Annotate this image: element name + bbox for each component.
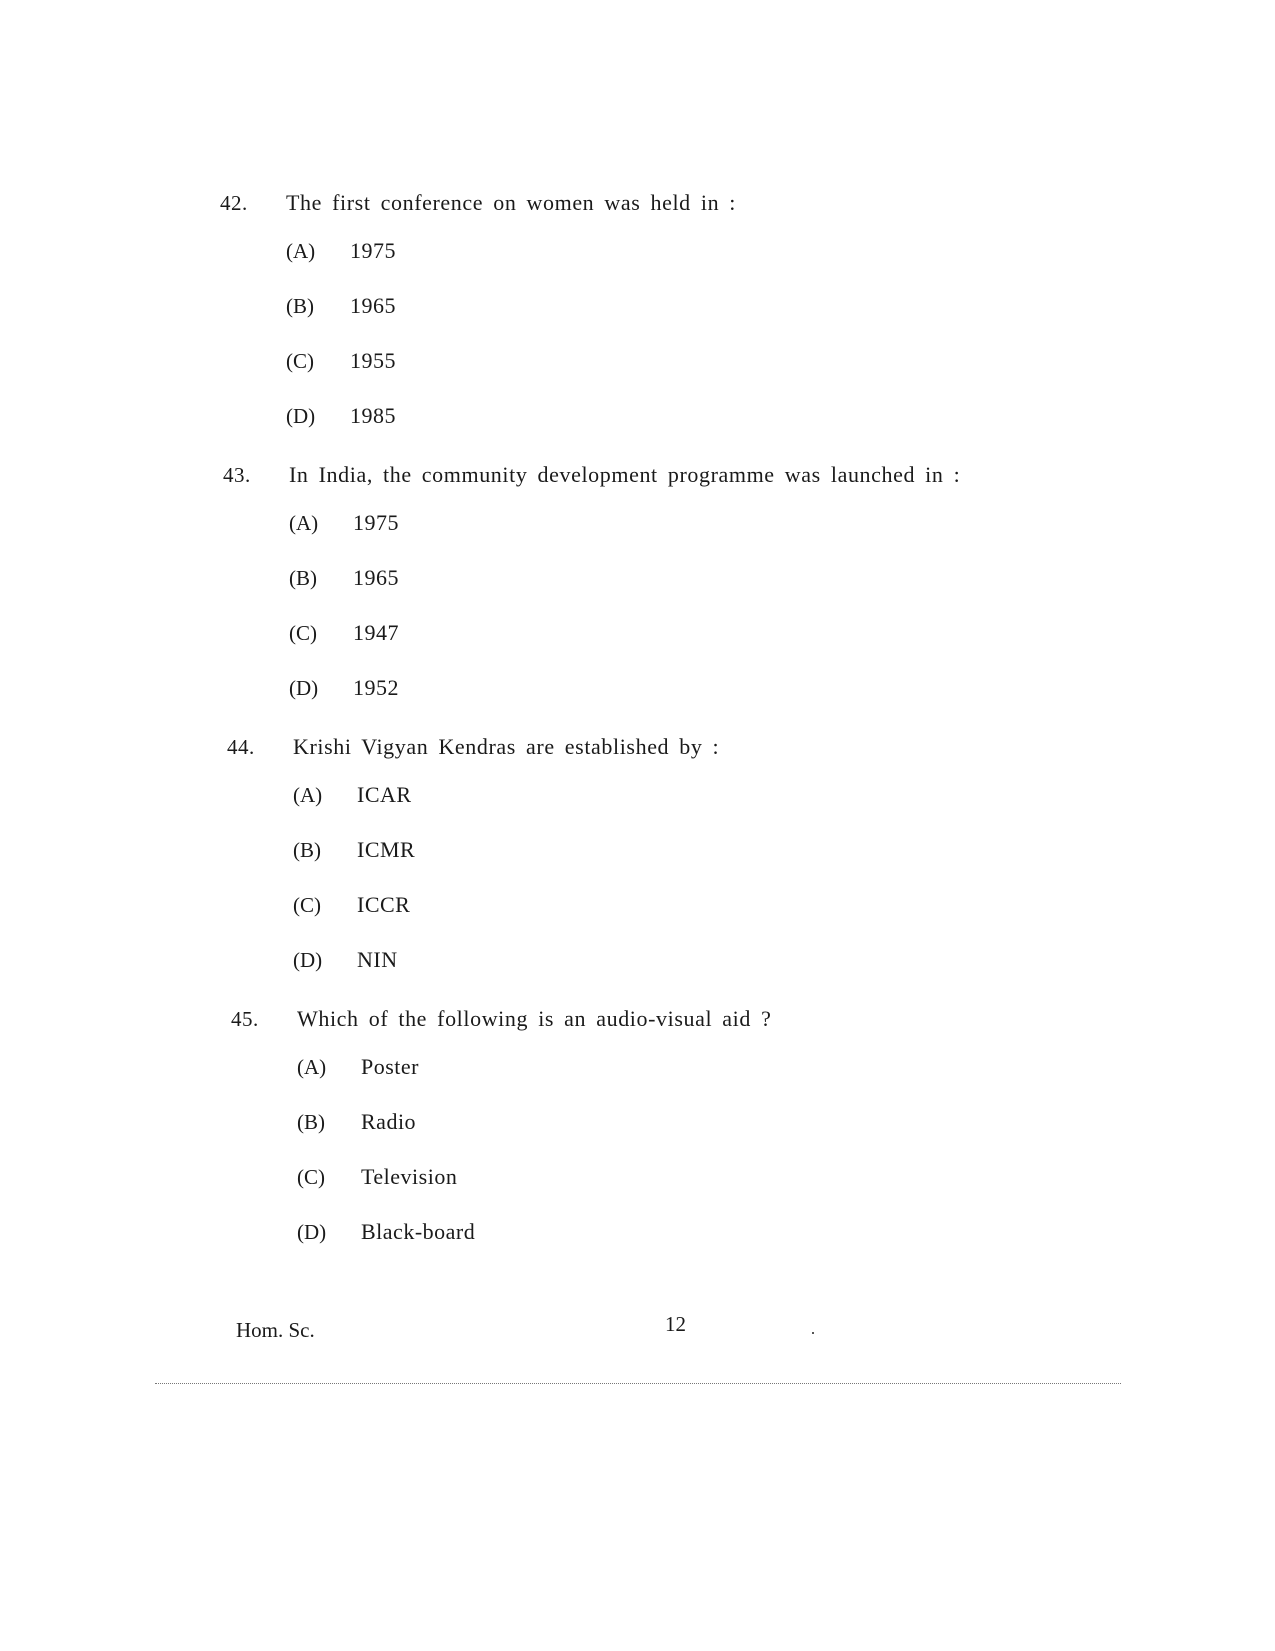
question-text: Which of the following is an audio-visual aid ? [297, 1006, 772, 1031]
option-d [293, 947, 1127, 1002]
option-a [289, 510, 1123, 565]
option-text: Black-board [361, 1219, 476, 1244]
option-letter: (D) [286, 404, 316, 428]
option-text: 1955 [350, 348, 396, 373]
option-text: 1947 [353, 620, 399, 645]
question-text: The first conference on women was held in : [286, 190, 736, 215]
option-a [297, 1054, 1131, 1109]
option-list [297, 1054, 1131, 1274]
option-letter: (D) [289, 676, 319, 700]
option-b [289, 565, 1123, 620]
page-divider [155, 1383, 1121, 1384]
question-stem [220, 190, 1120, 230]
option-letter: (B) [297, 1110, 325, 1134]
question-44 [227, 734, 1127, 1002]
option-text: Poster [361, 1054, 419, 1079]
option-letter: (A) [289, 511, 319, 535]
page-number: 12 [665, 1312, 686, 1336]
option-text: Radio [361, 1109, 417, 1134]
option-text: 1952 [353, 675, 399, 700]
option-a [293, 782, 1127, 837]
option-text: 1975 [353, 510, 399, 535]
option-list [289, 510, 1123, 730]
footer-subject: Hom. Sc. [236, 1318, 315, 1342]
option-list [293, 782, 1127, 1002]
option-c [293, 892, 1127, 947]
option-letter: (C) [297, 1165, 325, 1189]
option-text: NIN [357, 947, 398, 972]
option-letter: (D) [297, 1220, 327, 1244]
option-letter: (B) [293, 838, 321, 862]
option-d [297, 1219, 1131, 1274]
question-stem [227, 734, 1127, 774]
option-b [293, 837, 1127, 892]
option-letter: (C) [293, 893, 321, 917]
option-c [297, 1164, 1131, 1219]
option-text: ICCR [357, 892, 411, 917]
option-text: 1985 [350, 403, 396, 428]
option-list [286, 238, 1120, 458]
question-stem [231, 1006, 1131, 1046]
option-d [289, 675, 1123, 730]
option-text: ICMR [357, 837, 416, 862]
option-b [286, 293, 1120, 348]
option-text: 1965 [353, 565, 399, 590]
option-a [286, 238, 1120, 293]
option-letter: (D) [293, 948, 323, 972]
option-d [286, 403, 1120, 458]
option-b [297, 1109, 1131, 1164]
question-stem [223, 462, 1123, 502]
question-text: In India, the community development programme was launched in : [289, 462, 961, 487]
option-letter: (C) [289, 621, 317, 645]
option-c [286, 348, 1120, 403]
question-43 [223, 462, 1123, 730]
question-number: 43. [223, 463, 251, 487]
option-letter: (C) [286, 349, 314, 373]
option-text: 1965 [350, 293, 396, 318]
option-letter: (A) [286, 239, 316, 263]
option-letter: (B) [289, 566, 317, 590]
option-text: 1975 [350, 238, 396, 263]
question-42 [220, 190, 1120, 458]
question-45 [231, 1006, 1131, 1274]
question-number: 45. [231, 1007, 259, 1031]
option-c [289, 620, 1123, 675]
question-number: 44. [227, 735, 255, 759]
question-number: 42. [220, 191, 248, 215]
option-text: ICAR [357, 782, 412, 807]
question-text: Krishi Vigyan Kendras are established by : [293, 734, 720, 759]
option-letter: (B) [286, 294, 314, 318]
option-text: Television [361, 1164, 458, 1189]
option-letter: (A) [293, 783, 323, 807]
footer-dot [812, 1332, 814, 1334]
option-letter: (A) [297, 1055, 327, 1079]
